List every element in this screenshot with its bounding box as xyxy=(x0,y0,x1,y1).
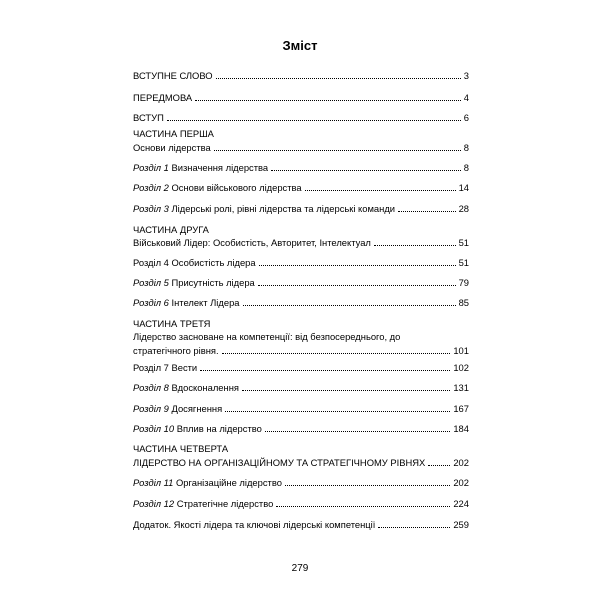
toc-entry: Розділ 9 Досягнення 167 xyxy=(133,403,469,414)
toc-entry: Розділ 5 Присутність лідера 79 xyxy=(133,277,469,288)
toc-entry: Розділ 8 Вдосконалення 131 xyxy=(133,382,469,393)
toc-entry: стратегічного рівня. 101 xyxy=(133,345,469,356)
toc-entry: Розділ 11 Організаційне лідерство 202 xyxy=(133,477,469,488)
toc-entry: ВСТУПНЕ СЛОВО 3 xyxy=(133,70,469,81)
toc-entry: Додаток. Якості лідера та ключові лідерські компетенції 259 xyxy=(133,519,469,530)
toc-entry-text: Лідерство засноване на компетенції: від безпосереднього, до xyxy=(133,331,401,342)
page-number: 279 xyxy=(291,563,309,574)
toc-entry: Розділ 3 Лідерські ролі, рівні лідерства та лідерські команди 28 xyxy=(133,203,469,214)
part-heading: ЧАСТИНА ДРУГА xyxy=(133,224,209,235)
toc-entry: Розділ 1 Визначення лідерства 8 xyxy=(133,162,469,173)
toc-entry: Основи лідерства 8 xyxy=(133,142,469,153)
toc-entry: Розділ 7 Вести 102 xyxy=(133,362,469,373)
toc-entry: ЛІДЕРСТВО НА ОРГАНІЗАЦІЙНОМУ ТА СТРАТЕГІЧНОМУ РІВНЯХ 202 xyxy=(133,457,469,468)
part-heading: ЧАСТИНА ТРЕТЯ xyxy=(133,318,211,329)
toc-entry: Військовий Лідер: Особистість, Авторитет, Інтелектуал 51 xyxy=(133,237,469,248)
toc-entry: Розділ 4 Особистість лідера 51 xyxy=(133,257,469,268)
toc-entry: Розділ 6 Інтелект Лідера 85 xyxy=(133,297,469,308)
toc-entry: Розділ 12 Стратегічне лідерство 224 xyxy=(133,498,469,509)
toc-entry: ВСТУП 6 xyxy=(133,112,469,123)
toc-entry: ПЕРЕДМОВА 4 xyxy=(133,92,469,103)
toc-entry: Розділ 10 Вплив на лідерство 184 xyxy=(133,423,469,434)
toc-entry: Розділ 2 Основи військового лідерства 14 xyxy=(133,182,469,193)
part-heading: ЧАСТИНА ПЕРША xyxy=(133,128,214,139)
part-heading: ЧАСТИНА ЧЕТВЕРТА xyxy=(133,443,229,454)
page-title: Зміст xyxy=(282,38,318,53)
